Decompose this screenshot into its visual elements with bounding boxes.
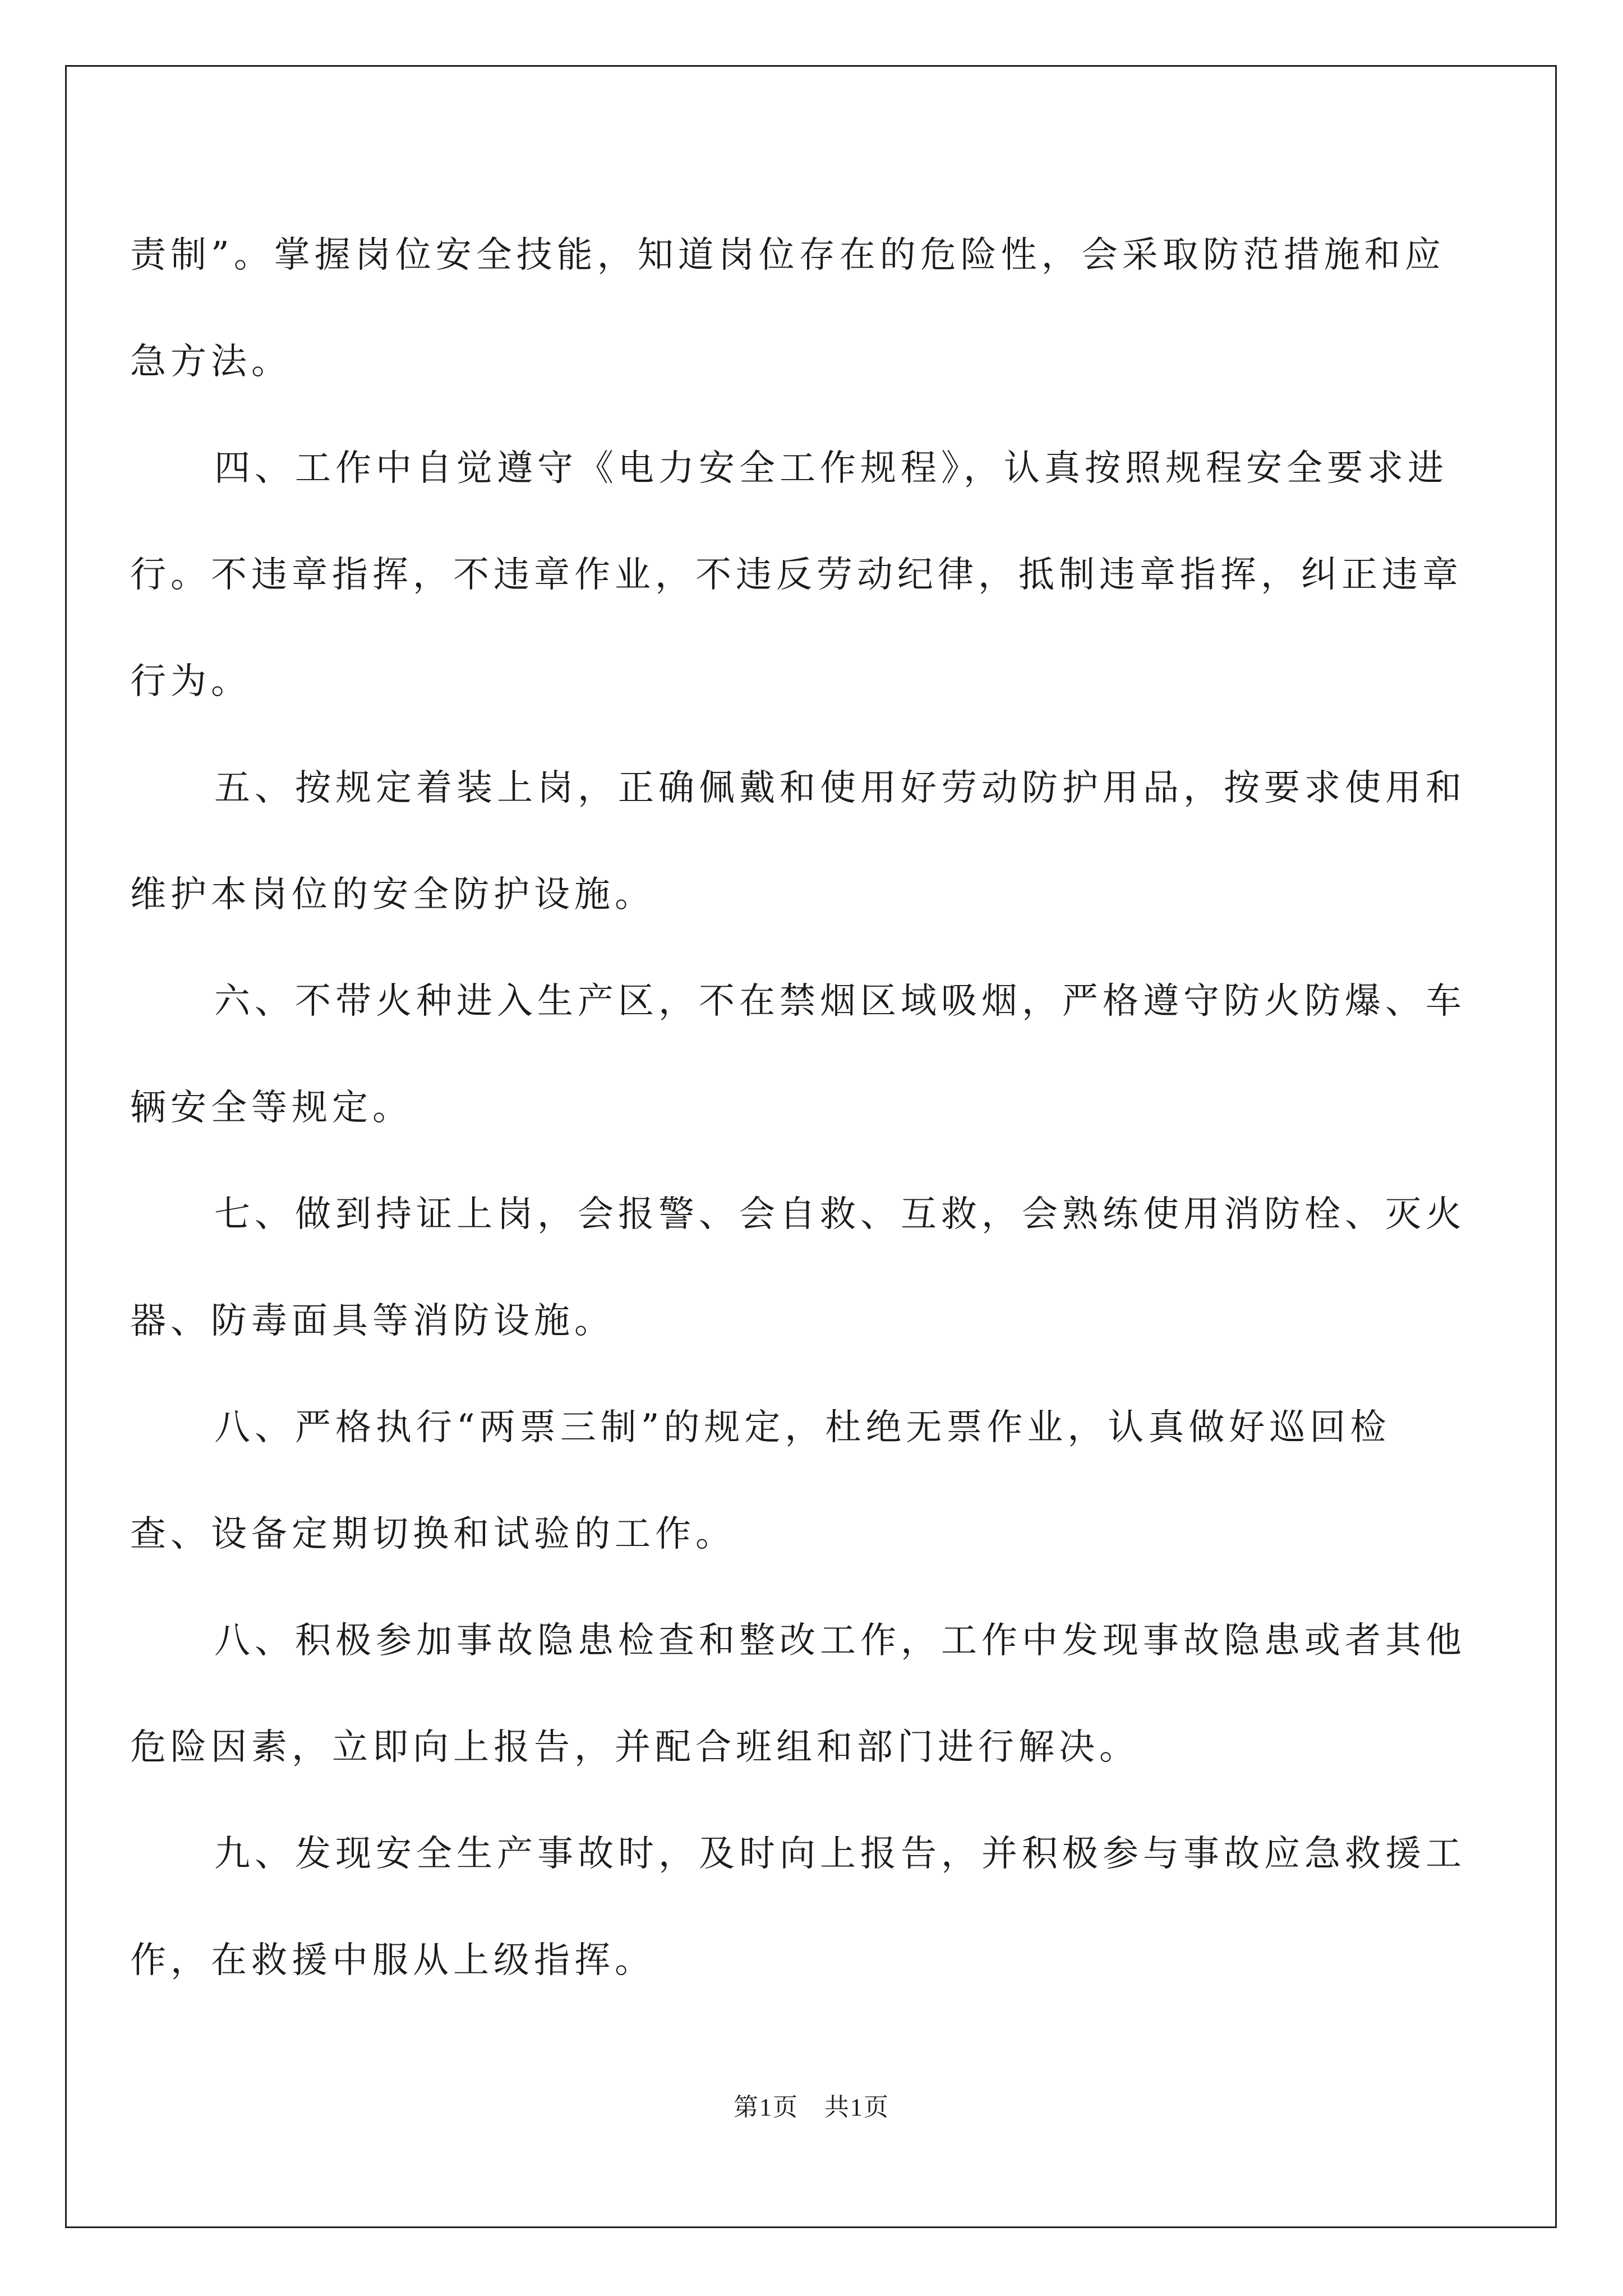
- paragraph-2: 四、工作中自觉遵守《电力安全工作规程》，认真按照规程安全要求进行。不违章指挥，不违章作业，不违反劳动纪律，抵制违章指挥，纠正违章行为。: [130, 448, 1463, 702]
- document-body: [130, 202, 1470, 2014]
- paragraph-5: 七、做到持证上岗，会报警、会自救、互救，会熟练使用消防栓、灭火器、防毒面具等消防设施。: [130, 1194, 1466, 1342]
- paragraph-3: 五、按规定着装上岗，正确佩戴和使用好劳动防护用品，按要求使用和维护本岗位的安全防护设施。: [130, 767, 1466, 915]
- paragraph-4: 六、不带火种进入生产区，不在禁烟区域吸烟，严格遵守防火防爆、车辆安全等规定。: [130, 981, 1466, 1129]
- paragraph-8: 九、发现安全生产事故时，及时向上报告，并积极参与事故应急救援工作，在救援中服从上级指挥。: [130, 1833, 1466, 1981]
- page-footer: 第1页 共1页: [734, 2093, 889, 2121]
- paragraph-1: 责制”。掌握岗位安全技能，知道岗位存在的危险性，会采取防范措施和应急方法。: [130, 234, 1445, 383]
- paragraph-6: 八、严格执行“两票三制”的规定，杜绝无票作业，认真做好巡回检查、设备定期切换和试验的工作。: [130, 1407, 1391, 1555]
- paragraph-7: 八、积极参加事故隐患检查和整改工作，工作中发现事故隐患或者其他危险因素，立即向上报告，并配合班组和部门进行解决。: [130, 1620, 1466, 1768]
